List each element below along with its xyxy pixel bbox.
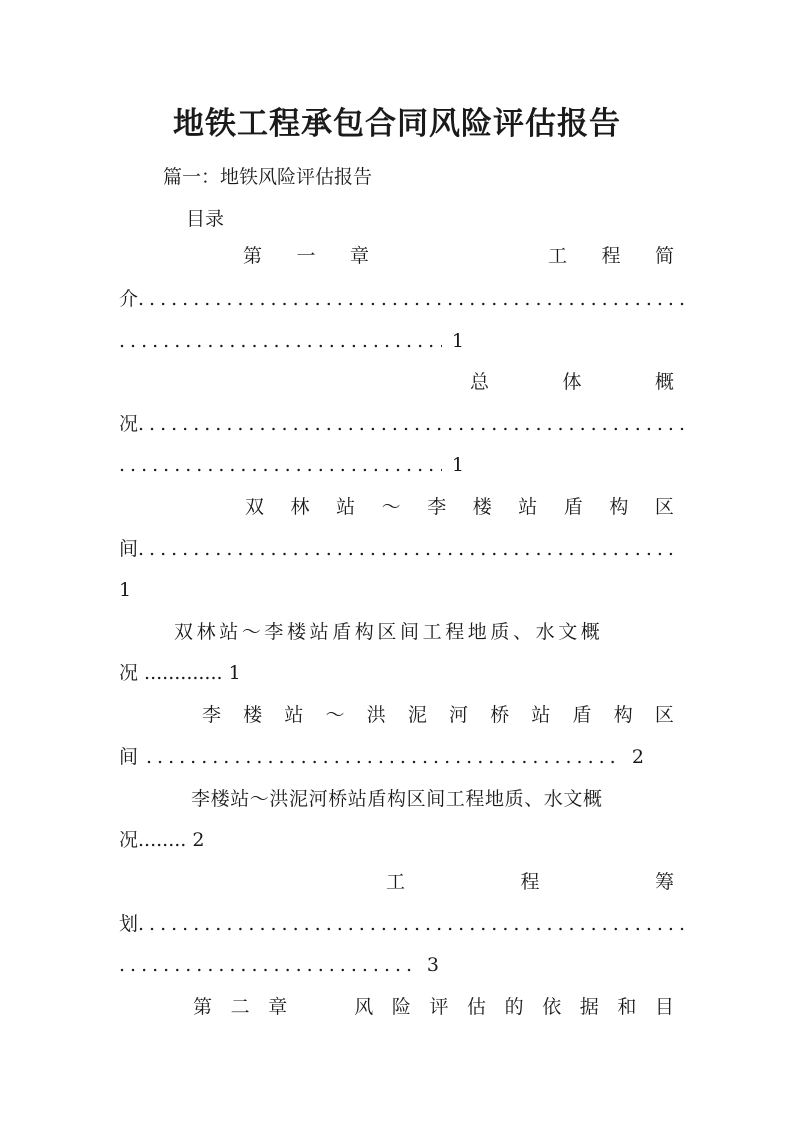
toc-char: 楼: [243, 704, 263, 726]
toc-char: 概: [654, 371, 674, 393]
toc-entry-7-tail: 划: [119, 913, 139, 935]
toc-entry-4-tail: 况 ............. 1: [119, 662, 241, 684]
toc-char: 简: [654, 245, 674, 267]
toc-char: ～: [325, 704, 345, 726]
toc-char: 李: [427, 496, 447, 518]
toc-entry-3-leader: [119, 537, 674, 561]
toc-char: 风: [354, 996, 374, 1018]
toc-entry-6-tail: 况........ 2: [119, 829, 205, 851]
toc-entry-7-head: [386, 870, 674, 894]
toc-entry-6-text: 李楼站～洪泥河桥站盾构区间工程地质、水文概: [191, 788, 603, 810]
toc-entry-1-leader: [119, 287, 684, 311]
toc-char: ～: [381, 496, 401, 518]
toc-char: 工: [547, 245, 567, 267]
toc-char: 区: [654, 704, 674, 726]
toc-char: 第: [243, 245, 263, 267]
toc-char: 河: [449, 704, 469, 726]
toc-char: 章: [268, 996, 288, 1018]
toc-char: 章: [350, 245, 370, 267]
toc-char: 筹: [654, 871, 674, 893]
toc-char: 目: [654, 996, 674, 1018]
toc-entry-5-tail: 间: [119, 746, 139, 768]
toc-char: 泥: [407, 704, 427, 726]
document-title: 地铁工程承包合同风险评估报告: [173, 106, 621, 142]
toc-entry-7-leader: [119, 912, 684, 936]
toc-char: 双: [245, 496, 265, 518]
toc-char: 站: [531, 704, 551, 726]
toc-entry-7-leader-2: [119, 953, 439, 977]
toc-entry-1-head: [243, 244, 674, 268]
toc-char: 构: [613, 704, 633, 726]
toc-char: 楼: [472, 496, 492, 518]
toc-entry-3-head: [245, 495, 674, 519]
toc-entry-2-tail: 况: [119, 413, 139, 435]
toc-entry-5-head: [202, 703, 674, 727]
toc-char: 盾: [563, 496, 583, 518]
toc-entry-2-leader-2: [119, 453, 464, 477]
toc-entry-1-leader-2: [119, 329, 464, 353]
toc-entry-1-page: 1: [451, 330, 464, 352]
document-subtitle: 篇一：地铁风险评估报告: [163, 166, 373, 188]
toc-entry-8-head: [193, 995, 674, 1019]
toc-char: 洪: [366, 704, 386, 726]
toc-entry-5-leader: [119, 745, 644, 769]
toc-char: 工: [386, 871, 406, 893]
toc-entry-7-page: 3: [426, 954, 439, 976]
toc-char: 林: [290, 496, 310, 518]
toc-char: 第: [193, 996, 213, 1018]
toc-entry-2-page: 1: [451, 454, 464, 476]
toc-entry-5-page: 2: [631, 746, 644, 768]
toc-char: 区: [654, 496, 674, 518]
toc-char: 评: [429, 996, 449, 1018]
toc-char: 桥: [490, 704, 510, 726]
toc-heading: 目录: [186, 208, 225, 230]
toc-entry-1-tail: 介: [119, 288, 139, 310]
toc-char: 体: [562, 371, 582, 393]
toc-char: 站: [284, 704, 304, 726]
toc-char: 总: [470, 371, 490, 393]
toc-char: 站: [518, 496, 538, 518]
toc-entry-3-page: 1: [119, 579, 132, 601]
toc-char: 估: [467, 996, 487, 1018]
toc-char: 据: [579, 996, 599, 1018]
toc-char: 一: [296, 245, 316, 267]
toc-char: 的: [504, 996, 524, 1018]
toc-entry-2-leader: [119, 412, 684, 436]
toc-entry-3-tail: 间: [119, 538, 139, 560]
toc-char: 二: [230, 996, 250, 1018]
toc-entry-4-text: 双林站～李楼站盾构区间工程地质、水文概: [174, 621, 604, 643]
toc-char: 险: [391, 996, 411, 1018]
toc-char: 构: [609, 496, 629, 518]
toc-char: 依: [542, 996, 562, 1018]
toc-char: 和: [617, 996, 637, 1018]
toc-char: 站: [336, 496, 356, 518]
toc-char: 盾: [572, 704, 592, 726]
toc-char: 程: [520, 871, 540, 893]
toc-entry-2-head: [470, 370, 674, 394]
toc-char: 李: [202, 704, 222, 726]
toc-char: 程: [601, 245, 621, 267]
